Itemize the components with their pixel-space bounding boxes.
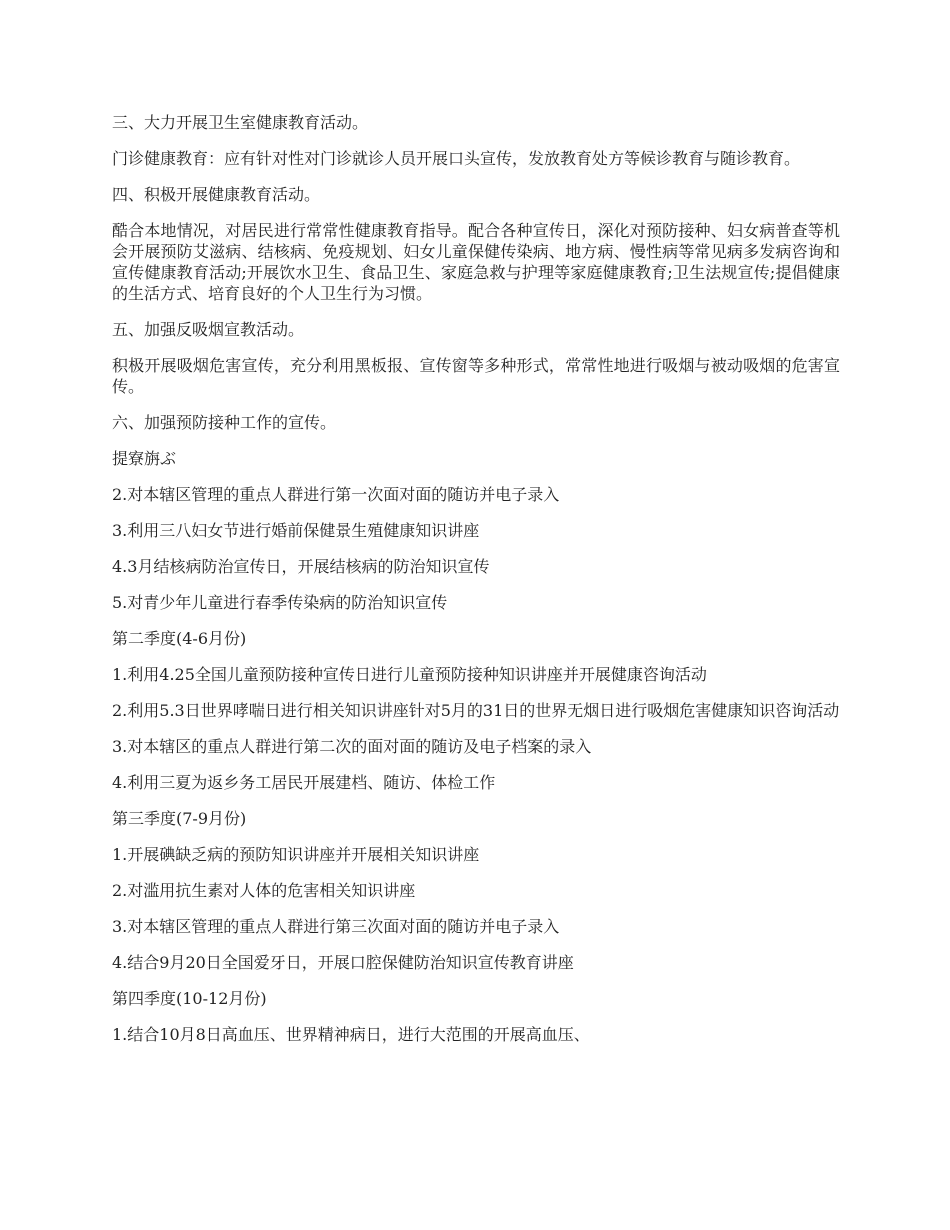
document-body (112, 112, 840, 1060)
list-item-q2-2: 2.利用5.3日世界哮喘日进行相关知识讲座针对5月的31日的世界无烟日进行吸烟危害健康知识咨询活动 (112, 701, 840, 720)
list-item-q2-4: 4.利用三夏为返乡务工居民开展建档、随访、体检工作 (112, 773, 496, 792)
quarter-heading-3: 第三季度(7-9月份) (112, 809, 247, 828)
list-item-q1-3: 3.利用三八妇女节进行婚前保健景生殖健康知识讲座 (112, 521, 480, 540)
paragraph-clinic-education: 门诊健康教育：应有针对性对门诊就诊人员开展口头宣传，发放教育处方等候诊教育与随诊教育。 (112, 149, 801, 168)
quarter-heading-2: 第二季度(4-6月份) (112, 629, 247, 648)
section-heading-4: 四、积极开展健康教育活动。 (112, 185, 321, 204)
list-item-q2-3: 3.对本辖区的重点人群进行第二次的面对面的随访及电子档案的录入 (112, 737, 592, 756)
list-item-q3-2: 2.对滥用抗生素对人体的危害相关知识讲座 (112, 881, 416, 900)
list-item-q3-4: 4.结合9月20日全国爱牙日，开展口腔保健防治知识宣传教育讲座 (112, 953, 574, 972)
list-item-q1-2: 2.对本辖区管理的重点人群进行第一次面对面的随访并电子录入 (112, 485, 560, 504)
quarter-heading-4: 第四季度(10-12月份) (112, 989, 267, 1008)
paragraph-anti-smoking: 积极开展吸烟危害宣传，充分利用黑板报、宣传窗等多种形式，常常性地进行吸烟与被动吸烟的危害宣传。 (112, 356, 840, 396)
section-heading-5: 五、加强反吸烟宣教活动。 (112, 320, 305, 339)
list-item-q1-4: 4.3月结核病防治宣传日，开展结核病的防治知识宣传 (112, 557, 490, 576)
list-item-q3-3: 3.对本辖区管理的重点人群进行第三次面对面的随访并电子录入 (112, 917, 560, 936)
section-heading-6: 六、加强预防接种工作的宣传。 (112, 413, 337, 432)
section-heading-3: 三、大力开展卫生室健康教育活动。 (112, 113, 369, 132)
paragraph-health-education: 酷合本地情况，对居民进行常常性健康教育指导。配合各种宣传日，深化对预防接种、妇女病普查等机会开展预防艾滋病、结核病、免疫规划、妇女儿童保健传染病、地方病、慢性病等常见病多发病咨询和宣传健康教育活动;开展饮水卫生、食品卫生、家庭急救与护理等家庭健康教育;卫生法规宣传;提倡健康的生活方式、培育良好的个人卫生行为习惯。 (112, 221, 840, 303)
list-item-q4-1: 1.结合10月8日高血压、世界精神病日，进行大范围的开展高血压、 (112, 1025, 590, 1044)
list-item-q1-5: 5.对青少年儿童进行春季传染病的防治知识宣传 (112, 593, 448, 612)
list-item-q2-1: 1.利用4.25全国儿童预防接种宣传日进行儿童预防接种知识讲座并开展健康咨询活动 (112, 665, 707, 684)
list-item-q3-1: 1.开展碘缺乏病的预防知识讲座并开展相关知识讲座 (112, 845, 480, 864)
garbled-line: 提寮旃ぶ (112, 449, 177, 468)
